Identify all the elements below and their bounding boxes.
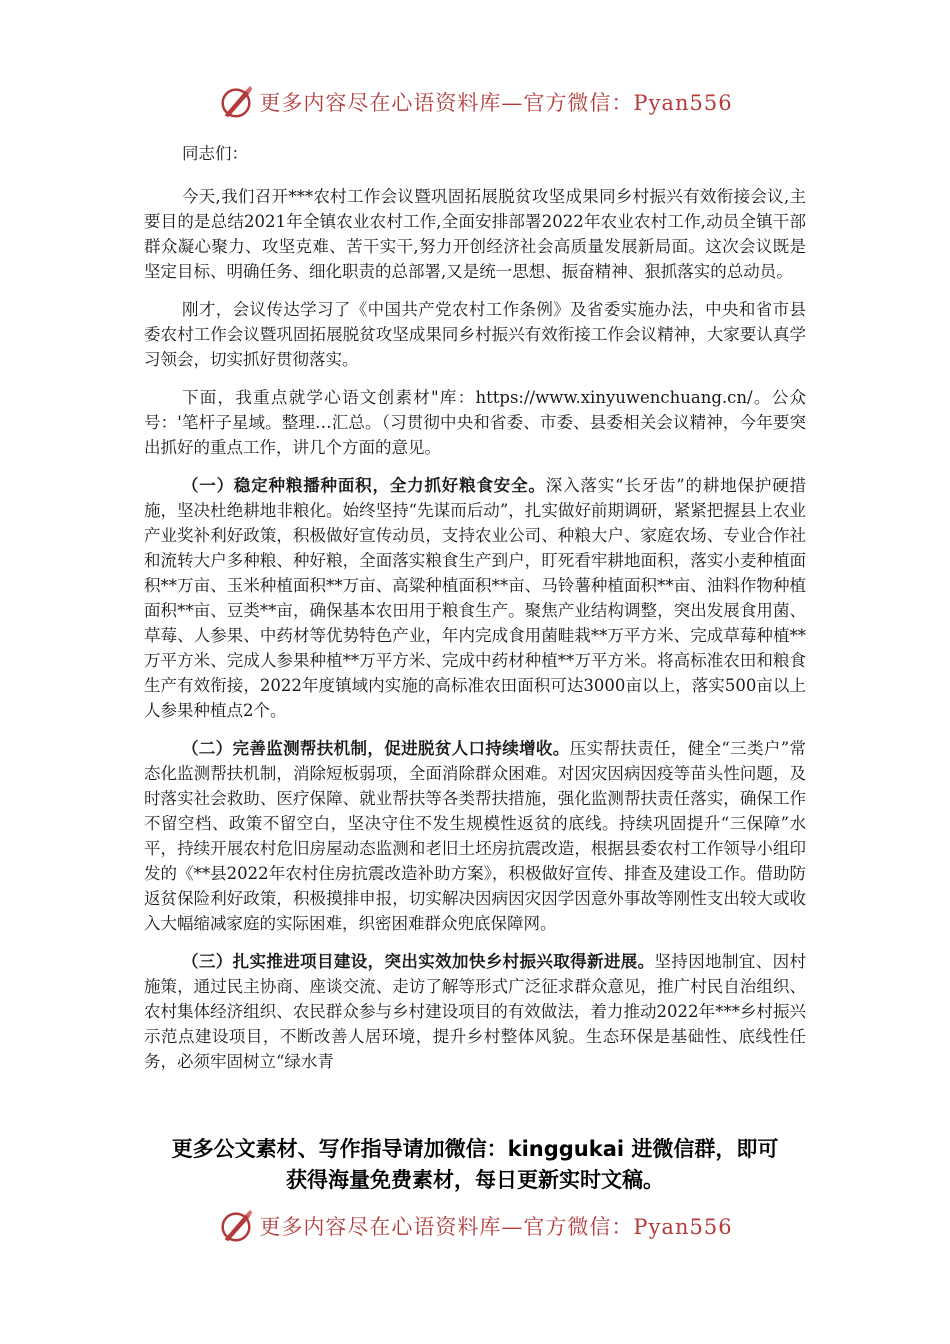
section-heading: （三）扎实推进项目建设，突出实效加快乡村振兴取得新进展。 — [181, 952, 655, 971]
footer-watermark — [0, 1206, 950, 1246]
paragraph-text: 下面，我重点就学心语文创素材"库：https://www.xinyuwenchuang.cn/。公众号：'笔杆子星域。整理…汇总。（习贯彻中央和省委、市委、县委相关会议精神，今年要突出抓好的重点工作，讲几个方面的意见。 — [144, 388, 806, 457]
watermark-text: 更多内容尽在心语资料库—官方微信：Pyan556 — [259, 1215, 733, 1239]
section-paragraph — [144, 736, 806, 936]
paragraph-text: 压实帮扶责任，健全“三类户”常态化监测帮扶机制，消除短板弱项，全面消除群众困难。对因灾因病因疫等苗头性问题，及时落实社会救助、医疗保障、就业帮扶等各类帮扶措施，强化监测帮扶责任落实，确保工作不留空档、政策不留空白，坚决守住不发生规模性返贫的底线。持续巩固提升“三保障”水平，持续开展农村危旧房屋动态监测和老旧土坯房抗震改造，根据县委农村工作领导小组印发的《**县2022年农村住房抗震改造补助方案》，积极做好宣传、排查及建设工作。借助防返贫保险利好政策，积极摸排申报，切实解决因病因灾因学因意外事故等刚性支出较大或收入大幅缩减家庭的实际困难，织密困难群众兜底保障网。 — [144, 739, 807, 933]
watermark-text: 更多内容尽在心语资料库—官方微信：Pyan556 — [259, 91, 733, 115]
pen-logo-icon — [217, 1207, 255, 1245]
section-heading: （二）完善监测帮扶机制，促进脱贫人口持续增收。 — [181, 739, 570, 758]
promo-notice-line: 更多公文素材、写作指导请加微信：kinggukai 进微信群，即可 — [171, 1137, 779, 1161]
paragraph — [144, 297, 806, 372]
promo-notice-line: 获得海量免费素材，每日更新实时文稿。 — [286, 1168, 664, 1192]
paragraph-text: 坚持因地制宜、因村施策，通过民主协商、座谈交流、走访了解等形式广泛征求群众意见，推广村民自治组织、农村集体经济组织、农民群众参与乡村建设项目的有效做法，着力推动2022年***乡村振兴示范点建设项目，不断改善人居环境，提升乡村整体风貌。生态环保是基础性、底线性任务，必须牢固树立“绿水青 — [144, 952, 807, 1071]
promo-notice — [120, 1134, 830, 1196]
section-paragraph — [144, 473, 806, 723]
document-body — [144, 141, 806, 1087]
paragraph-text: 今天,我们召开***农村工作会议暨巩固拓展脱贫攻坚成果同乡村振兴有效衔接会议,主要目的是总结2021年全镇农业农村工作,全面安排部署2022年农业农村工作,动员全镇干部群众凝心聚力、攻坚克难、苦干实干,努力开创经济社会高质量发展新局面。这次会议既是坚定目标、明确任务、细化职责的总部署,又是统一思想、振奋精神、狠抓落实的总动员。 — [144, 187, 806, 281]
paragraph-text: 刚才，会议传达学习了《中国共产党农村工作条例》及省委实施办法，中央和省市县委农村工作会议暨巩固拓展脱贫攻坚成果同乡村振兴有效衔接工作会议精神，大家要认真学习领会，切实抓好贯彻落实。 — [144, 300, 806, 369]
pen-logo-icon — [217, 83, 255, 121]
header-watermark — [0, 82, 950, 122]
paragraph — [144, 184, 806, 284]
section-heading: （一）稳定种粮播种面积，全力抓好粮食安全。 — [181, 476, 546, 495]
greeting: 同志们： — [181, 144, 248, 163]
paragraph — [144, 385, 806, 460]
section-paragraph — [144, 949, 806, 1074]
paragraph-text: 深入落实“长牙齿”的耕地保护硬措施，坚决杜绝耕地非粮化。始终坚持“先谋而后动”，扎实做好前期调研，紧紧把握县上农业产业奖补利好政策，积极做好宣传动员，支持农业公司、种粮大户、家庭农场、专业合作社和流转大户多种粮、种好粮，全面落实粮食生产到户，盯死看牢耕地面积，落实小麦种植面积**万亩、玉米种植面积**万亩、高粱种植面积**亩、马铃薯种植面积**亩、油料作物种植面积**亩、豆类**亩，确保基本农田用于粮食生产。聚焦产业结构调整，突出发展食用菌、草莓、人参果、中药材等优势特色产业，年内完成食用菌畦栽**万平方米、完成草莓种植**万平方米、完成人参果种植**万平方米、完成中药材种植**万平方米。将高标准农田和粮食生产有效衔接，2022年度镇域内实施的高标准农田面积可达3000亩以上，落实500亩以上人参果种植点2个。 — [144, 476, 807, 720]
